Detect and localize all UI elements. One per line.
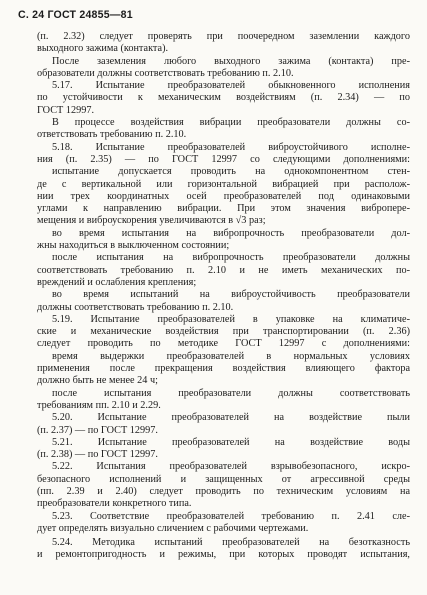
text-line: 5.21. Испытание преобразователей на воздействие воды: [52, 436, 410, 448]
text-line: 5.23. Соответствие преобразователей требованию п. 2.41 сле-: [52, 510, 410, 522]
text-line: ГОСТ 12997.: [37, 104, 95, 116]
text-line: ответствовать требованию п. 2.10.: [37, 129, 187, 141]
text-line: 5.24. Методика испытаний преобразователей на безотказность: [52, 537, 410, 549]
text-line: образователи должны соответствовать требованию п. 2.10.: [37, 67, 294, 79]
text-line: 5.22. Испытания преобразователей взрывобезопасного, искро-: [52, 461, 410, 473]
text-line: преобразователи конкретного типа.: [37, 498, 192, 510]
text-line: (п. 2.37) — по ГОСТ 12997.: [37, 424, 158, 436]
text-line: ния (п. 2.35) — по ГОСТ 12997 со следующими дополнениями:: [37, 153, 410, 165]
text-line: (п. 2.32) следует проверять при поочередном заземлении каждого: [37, 31, 410, 42]
text-line: соответствовать требованию п. 2.10 и не иметь механических по-: [37, 264, 410, 276]
text-line: безопасного исполнений и защищенных от агрессивной среды: [37, 473, 410, 485]
text-line: (пп. 2.39 и 2.40) следует проводить по техническим условиям на: [37, 485, 410, 497]
page-header: С. 24 ГОСТ 24855—81: [18, 9, 133, 21]
text-line: должны соответствовать требованию п. 2.10.: [37, 301, 234, 313]
text-line: После заземления любого выходного зажима (контакта) пре-: [52, 55, 410, 67]
text-line: во время испытаний на виброустойчивость преобразователи: [52, 289, 410, 301]
text-line: требованиям пп. 2.10 и 2.29.: [37, 399, 161, 411]
text-line: вреждений и ослабления крепления;: [37, 276, 197, 288]
text-line: и ремонтопригодность и режимы, при которых проводят испытания,: [37, 549, 410, 561]
text-line: (п. 2.38) — по ГОСТ 12997.: [37, 449, 158, 461]
text-line: 5.18. Испытание преобразователей виброустойчивого исполне-: [52, 141, 410, 153]
text-line: углами к направлению вибрации. При этом значения вибропере-: [37, 203, 410, 215]
text-line: следует проводить по методике ГОСТ 12997 с дополнениями:: [37, 338, 410, 350]
text-line: де с вертикальной или горизонтальной вибрацией при располож-: [37, 178, 410, 190]
text-line: В процессе воздействия вибрации преобразователи должны со-: [52, 117, 410, 129]
text-line: нии трех координатных осей преобразователей под одинаковыми: [37, 190, 410, 202]
text-line: жны находиться в выключенном состоянии;: [37, 240, 230, 252]
text-line: испытание допускается проводить на однокомпонентном стен-: [52, 166, 410, 178]
page-body: [37, 31, 410, 562]
text-line: по устойчивости к механическим воздействиям (п. 2.34) — по: [37, 92, 410, 104]
text-line: 5.20. Испытание преобразователей на воздействие пыли: [52, 412, 410, 424]
text-line: дует определять визуально сличением с рабочими чертежами.: [37, 522, 309, 534]
text-line: должно быть не менее 24 ч;: [37, 375, 158, 387]
text-line: применения после прекращения воздействия влияющего фактора: [37, 363, 410, 375]
text-line: мещения и виброускорения увеличиваются в √3 раз;: [37, 215, 266, 227]
text-line: время выдержки преобразователей в нормальных условиях: [52, 350, 410, 362]
text-line: ские и механические воздействия при транспортировании (п. 2.36): [37, 326, 410, 338]
text-line: 5.19. Испытание преобразователей в упаковке на климатиче-: [52, 313, 410, 325]
text-line: во время испытания на вибропрочность преобразователи дол-: [52, 227, 410, 239]
text-line: выходного зажима (контакта).: [37, 43, 169, 55]
text-line: 5.17. Испытание преобразователей обыкновенного исполнения: [52, 80, 410, 92]
text-line: после испытания преобразователи должны соответствовать: [52, 387, 410, 399]
text-line: после испытания на вибропрочность преобразователи должны: [52, 252, 410, 264]
